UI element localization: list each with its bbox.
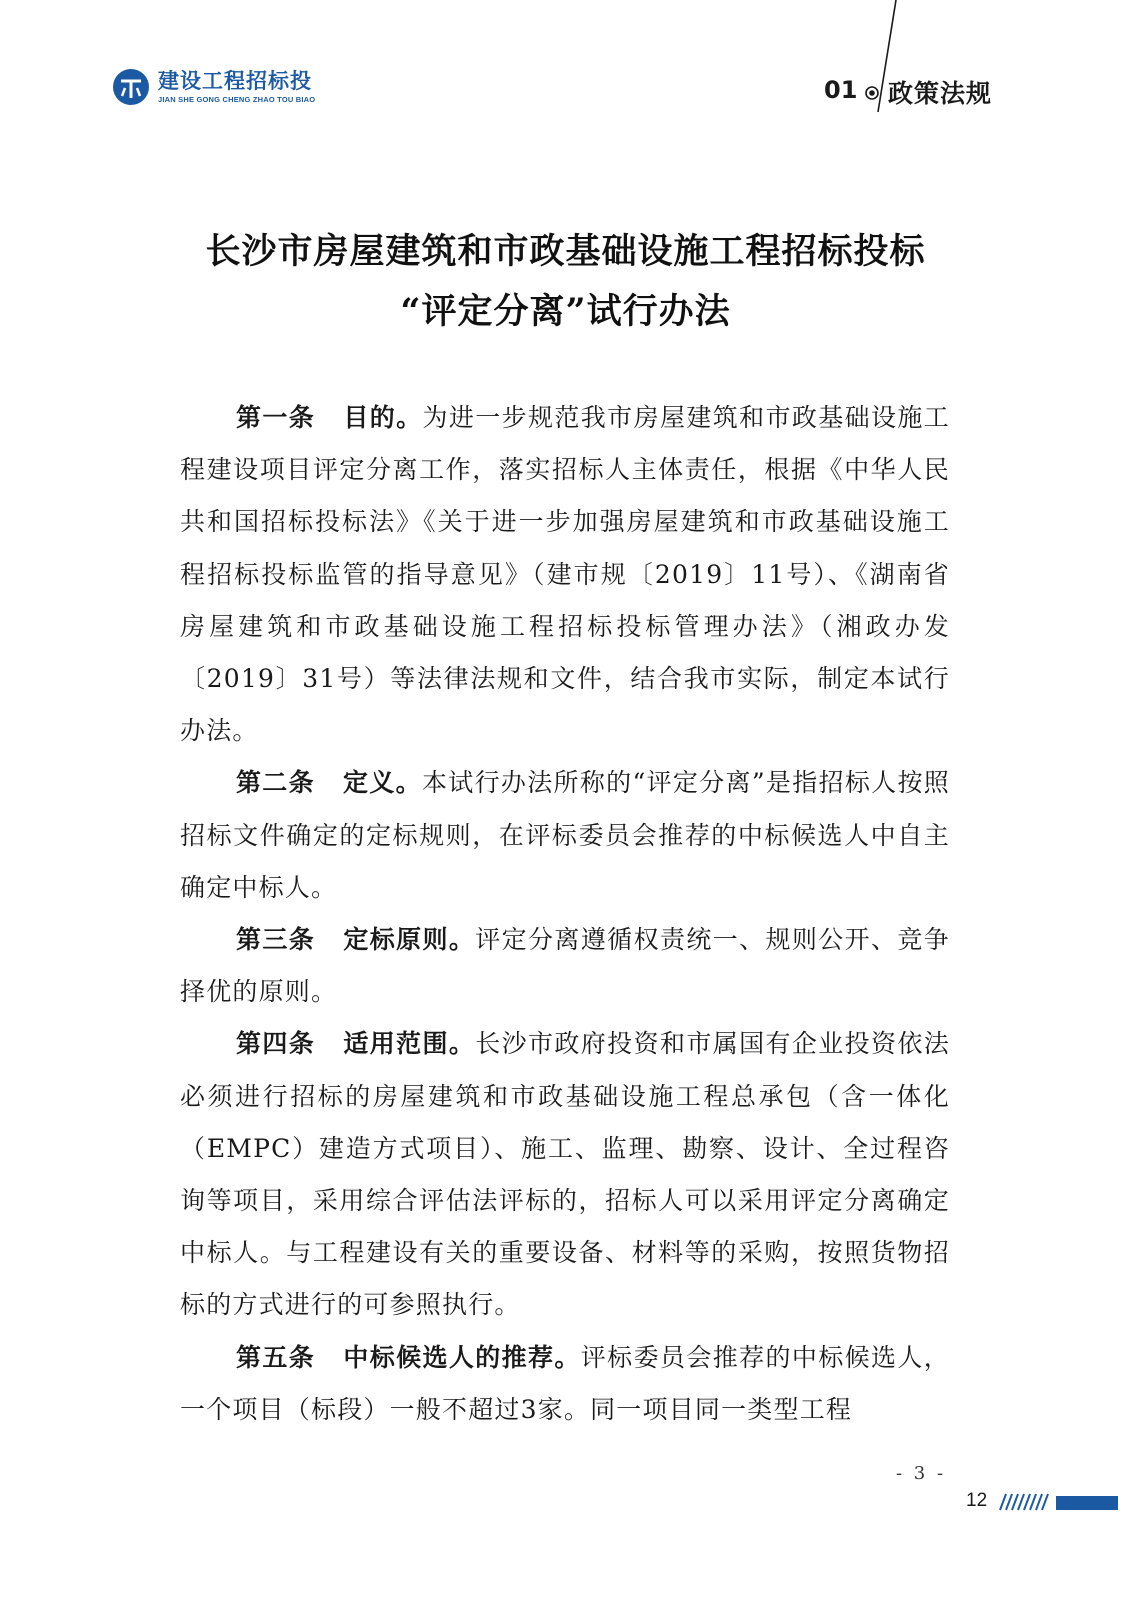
footer-accent-bar (1056, 1496, 1118, 1510)
article-text: 本试行办法所称的“评定分离”是指招标人按照招标文件确定的定标规则，在评标委员会推荐的中标候选人中自主确定中标人。 (180, 768, 950, 902)
logo-pinyin-name: JIAN SHE GONG CHENG ZHAO TOU BIAO (158, 95, 316, 104)
article-label: 第三条 (236, 925, 316, 955)
article-heading: 中标候选人的推荐。 (343, 1342, 581, 1372)
document-title-line-1: 长沙市房屋建筑和市政基础设施工程招标投标 (205, 231, 926, 272)
section-number: 01 (824, 76, 858, 104)
article-paragraph (180, 914, 950, 1018)
section-divider-line (860, 0, 920, 130)
article-heading: 定义。 (342, 768, 422, 798)
article-label: 第一条 (236, 403, 316, 432)
article-heading: 定标原则。 (343, 925, 476, 955)
article-paragraph (180, 757, 950, 914)
article-label: 第二条 (236, 768, 315, 798)
article-text: 评定分离遵循权责统一、规则公开、竞争择优的原则。 (180, 925, 950, 1007)
article-paragraph (180, 1018, 950, 1331)
magazine-logo (112, 68, 442, 108)
document-title-line-2: “评定分离”试行办法 (400, 291, 731, 332)
logo-emblem-icon (112, 68, 150, 106)
article-paragraph (180, 1332, 950, 1436)
slash-decoration-icon (994, 1493, 1056, 1511)
article-heading: 目的。 (343, 403, 423, 432)
section-name: 政策法规 (888, 79, 993, 108)
article-paragraph (180, 392, 950, 757)
article-label: 第四条 (236, 1029, 316, 1059)
article-heading: 适用范围。 (343, 1029, 476, 1059)
inner-page-number: - 3 - (896, 1463, 947, 1484)
magazine-page-number: 12 (966, 1490, 988, 1511)
document-body (180, 392, 950, 1436)
article-text: 评标委员会推荐的中标候选人，一个项目（标段）一般不超过3家。同一项目同一类型工程 (180, 1342, 950, 1424)
logo-chinese-name: 建设工程招标投 (158, 69, 312, 93)
article-label: 第五条 (236, 1342, 316, 1372)
article-text: 为进一步规范我市房屋建筑和市政基础设施工程建设项目评定分离工作，落实招标人主体责任，根据《中华人民共和国招标投标法》《关于进一步加强房屋建筑和市政基础设施工程招标投标监管的指导意见》（建市规〔2019〕11号）、《湖南省房屋建筑和市政基础设施工程招标投标管理办法》（湘政办发〔2019〕31号）等法律法规和文件，结合我市实际，制定本试行办法。 (180, 403, 950, 746)
article-text: 长沙市政府投资和市属国有企业投资依法必须进行招标的房屋建筑和市政基础设施工程总承包（含一体化（EMPC）建造方式项目）、施工、监理、勘察、设计、全过程咨询等项目，采用综合评估法评标的，招标人可以采用评定分离确定中标人。与工程建设有关的重要设备、材料等的采购，按照货物招标的方式进行的可参照执行。 (180, 1029, 950, 1320)
